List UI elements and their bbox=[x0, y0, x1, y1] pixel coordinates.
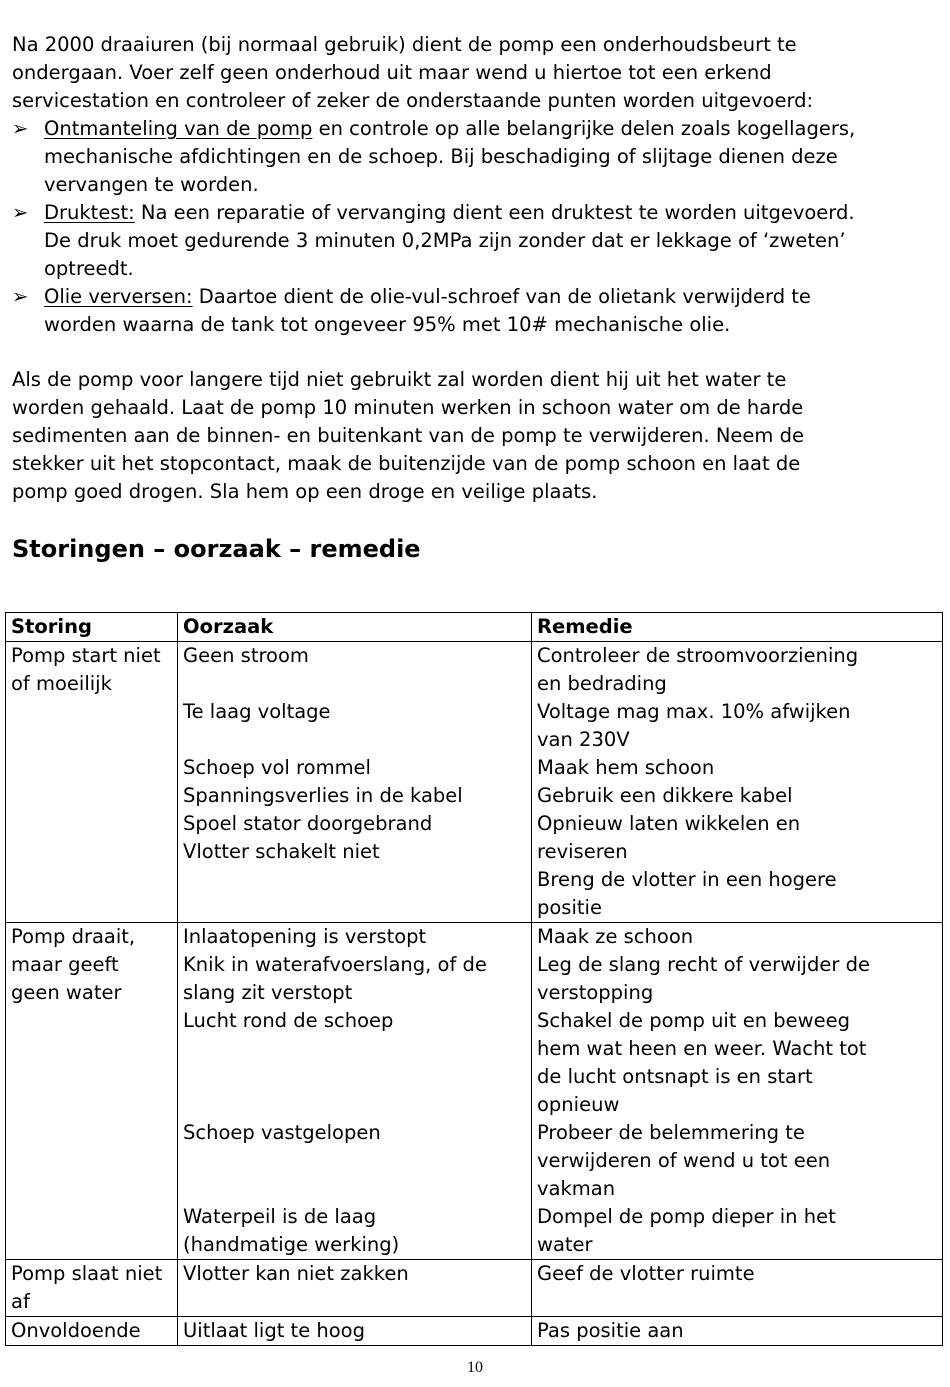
cell-line bbox=[183, 670, 526, 698]
cell-line bbox=[183, 726, 526, 754]
cell-line: en bedrading bbox=[537, 672, 667, 695]
cell-line: Pomp start niet bbox=[11, 644, 161, 667]
cell-line: Pomp draait, bbox=[11, 925, 136, 948]
column-header-remedie: Remedie bbox=[532, 613, 943, 642]
maintenance-bullet-list bbox=[12, 115, 942, 339]
cell-line: Inlaatopening is verstopt bbox=[183, 925, 427, 948]
cell-line: Knik in waterafvoerslang, of de bbox=[183, 953, 487, 976]
cell-remedie bbox=[532, 1260, 943, 1317]
cell-line: Pas positie aan bbox=[537, 1319, 684, 1342]
bullet-title: Olie verversen: bbox=[44, 285, 193, 308]
cell-line: Maak hem schoon bbox=[537, 756, 715, 779]
text-line: Als de pomp voor langere tijd niet gebruikt zal worden dient hij uit het water te bbox=[12, 368, 787, 391]
storage-paragraph bbox=[12, 366, 942, 506]
cell-remedie bbox=[532, 642, 943, 923]
cell-line: Geef de vlotter ruimte bbox=[537, 1262, 755, 1285]
cell-line: Probeer de belemmering te bbox=[537, 1121, 805, 1144]
bullet-oil-change bbox=[12, 283, 942, 339]
cell-line: reviseren bbox=[537, 840, 628, 863]
cell-line: Vlotter schakelt niet bbox=[183, 840, 380, 863]
cell-storing bbox=[6, 1317, 178, 1346]
cell-storing bbox=[6, 923, 178, 1260]
cell-line: Breng de vlotter in een hogere bbox=[537, 868, 837, 891]
bullet-dismantling bbox=[12, 115, 942, 199]
cell-line: verwijderen of wend u tot een bbox=[537, 1149, 831, 1172]
cell-line: Dompel de pomp dieper in het bbox=[537, 1205, 836, 1228]
bullet-text: Na een reparatie of vervanging dient een druktest te worden uitgevoerd. bbox=[134, 201, 855, 224]
cell-line: Gebruik een dikkere kabel bbox=[537, 784, 793, 807]
bullet-text: De druk moet gedurende 3 minuten 0,2MPa zijn zonder dat er lekkage of ‘zweten’ bbox=[44, 229, 846, 252]
arrow-bullet-icon: ➢ bbox=[12, 117, 29, 140]
cell-line: maar geeft bbox=[11, 953, 119, 976]
cell-line: Uitlaat ligt te hoog bbox=[183, 1319, 365, 1342]
troubleshooting-table bbox=[5, 612, 943, 1346]
section-heading: Storingen – oorzaak – remedie bbox=[12, 535, 421, 563]
bullet-text: vervangen te worden. bbox=[44, 173, 259, 196]
cell-line: Schakel de pomp uit en beweeg bbox=[537, 1009, 850, 1032]
bullet-pressure-test bbox=[12, 199, 942, 283]
cell-line: Controleer de stroomvoorziening bbox=[537, 644, 859, 667]
cell-line: Te laag voltage bbox=[183, 700, 331, 723]
table-row bbox=[6, 1317, 943, 1346]
cell-line: Vlotter kan niet zakken bbox=[183, 1262, 409, 1285]
text-line: stekker uit het stopcontact, maak de buitenzijde van de pomp schoon en laat de bbox=[12, 452, 801, 475]
cell-line: Opnieuw laten wikkelen en bbox=[537, 812, 801, 835]
text-line: pomp goed drogen. Sla hem op een droge en veilige plaats. bbox=[12, 480, 598, 503]
column-header-storing: Storing bbox=[6, 613, 178, 642]
text-line: worden gehaald. Laat de pomp 10 minuten werken in schoon water om de harde bbox=[12, 396, 804, 419]
text-line: servicestation en controleer of zeker de onderstaande punten worden uitgevoerd: bbox=[12, 89, 814, 112]
cell-line: geen water bbox=[11, 981, 122, 1004]
cell-remedie bbox=[532, 923, 943, 1260]
maintenance-intro-paragraph bbox=[12, 31, 942, 115]
page-number: 10 bbox=[467, 1359, 483, 1376]
cell-oorzaak bbox=[178, 1260, 532, 1317]
cell-line: vakman bbox=[537, 1177, 616, 1200]
cell-line: of moeilijk bbox=[11, 672, 112, 695]
cell-line bbox=[183, 1035, 526, 1063]
cell-line bbox=[183, 1091, 526, 1119]
cell-line: positie bbox=[537, 896, 602, 919]
cell-line: Onvoldoende bbox=[11, 1319, 141, 1342]
cell-remedie bbox=[532, 1317, 943, 1346]
cell-line: hem wat heen en weer. Wacht tot bbox=[537, 1037, 867, 1060]
bullet-text: optreedt. bbox=[44, 257, 134, 280]
cell-line: Schoep vastgelopen bbox=[183, 1121, 381, 1144]
arrow-bullet-icon: ➢ bbox=[12, 201, 29, 224]
cell-line: Schoep vol rommel bbox=[183, 756, 371, 779]
text-line: Na 2000 draaiuren (bij normaal gebruik) dient de pomp een onderhoudsbeurt te bbox=[12, 33, 797, 56]
bullet-title: Ontmanteling van de pomp bbox=[44, 117, 313, 140]
cell-oorzaak bbox=[178, 1317, 532, 1346]
cell-line: Waterpeil is de laag bbox=[183, 1205, 377, 1228]
bullet-text: worden waarna de tank tot ongeveer 95% met 10# mechanische olie. bbox=[44, 313, 731, 336]
cell-line: Lucht rond de schoep bbox=[183, 1009, 394, 1032]
cell-line bbox=[183, 1063, 526, 1091]
cell-line: verstopping bbox=[537, 981, 654, 1004]
table-row bbox=[6, 923, 943, 1260]
bullet-text: mechanische afdichtingen en de schoep. Bij beschadiging of slijtage dienen deze bbox=[44, 145, 838, 168]
cell-line: Pomp slaat niet bbox=[11, 1262, 163, 1285]
cell-line: opnieuw bbox=[537, 1093, 620, 1116]
text-line: sedimenten aan de binnen- en buitenkant van de pomp te verwijderen. Neem de bbox=[12, 424, 804, 447]
bullet-text: Daartoe dient de olie-vul-schroef van de olietank verwijderd te bbox=[192, 285, 811, 308]
cell-line: water bbox=[537, 1233, 593, 1256]
cell-line: Voltage mag max. 10% afwijken bbox=[537, 700, 851, 723]
cell-line: Spanningsverlies in de kabel bbox=[183, 784, 463, 807]
table-header-row bbox=[6, 613, 943, 642]
cell-line: van 230V bbox=[537, 728, 630, 751]
cell-line: af bbox=[11, 1290, 30, 1313]
cell-line bbox=[183, 1147, 526, 1175]
cell-line: Geen stroom bbox=[183, 644, 309, 667]
column-header-oorzaak: Oorzaak bbox=[178, 613, 532, 642]
table-row bbox=[6, 1260, 943, 1317]
cell-storing bbox=[6, 1260, 178, 1317]
cell-line bbox=[183, 1175, 526, 1203]
text-line: ondergaan. Voer zelf geen onderhoud uit maar wend u hiertoe tot een erkend bbox=[12, 61, 772, 84]
cell-line: de lucht ontsnapt is en start bbox=[537, 1065, 813, 1088]
cell-line: (handmatige werking) bbox=[183, 1233, 400, 1256]
arrow-bullet-icon: ➢ bbox=[12, 285, 29, 308]
bullet-title: Druktest: bbox=[44, 201, 135, 224]
cell-oorzaak bbox=[178, 642, 532, 923]
cell-storing bbox=[6, 642, 178, 923]
cell-line: Maak ze schoon bbox=[537, 925, 694, 948]
cell-line: Leg de slang recht of verwijder de bbox=[537, 953, 870, 976]
cell-line: Spoel stator doorgebrand bbox=[183, 812, 433, 835]
cell-oorzaak bbox=[178, 923, 532, 1260]
table-row bbox=[6, 642, 943, 923]
bullet-text: en controle op alle belangrijke delen zoals kogellagers, bbox=[312, 117, 856, 140]
cell-line: slang zit verstopt bbox=[183, 981, 353, 1004]
